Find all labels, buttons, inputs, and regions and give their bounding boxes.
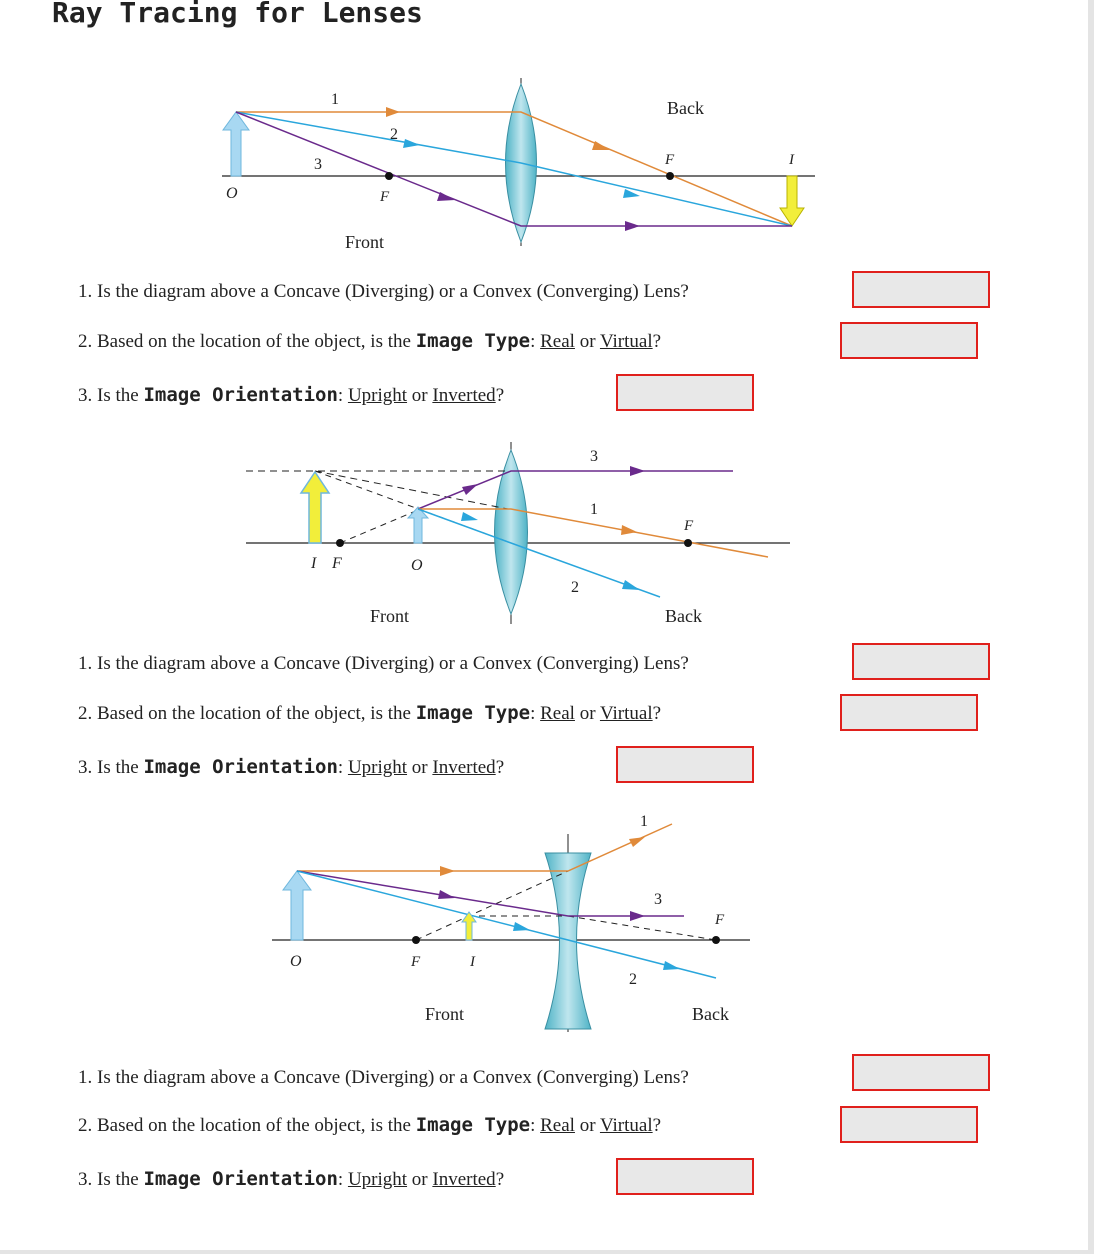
ray-3-label: 3 — [590, 448, 598, 465]
front-focal-label: F — [411, 954, 421, 970]
page-border-bottom — [0, 1250, 1094, 1254]
ray-3 — [297, 871, 684, 916]
virtual-ray-1 — [416, 871, 568, 940]
back-focal-label: F — [684, 518, 694, 534]
back-focal-label: F — [715, 912, 725, 928]
ray-2-label: 2 — [571, 579, 579, 596]
ray-2 — [297, 871, 716, 978]
ray-3-label: 3 — [314, 156, 322, 173]
question-2-image-type: 2. Based on the location of the object, is the Image Type: Real or Virtual? — [78, 702, 662, 724]
image-label: I — [311, 555, 317, 572]
back-label: Back — [667, 98, 704, 118]
virtual-ray-2 — [568, 916, 716, 940]
question-2-orientation: 3. Is the Image Orientation: Upright or Inverted? — [78, 756, 505, 778]
ray-3-label: 3 — [654, 891, 662, 908]
question-1-orientation: 3. Is the Image Orientation: Upright or Inverted? — [78, 384, 505, 406]
question-1-image-type: 2. Based on the location of the object, is the Image Type: Real or Virtual? — [78, 330, 662, 352]
answer-3-image-type[interactable] — [840, 1106, 978, 1143]
question-3-orientation: 3. Is the Image Orientation: Upright or Inverted? — [78, 1168, 505, 1190]
front-focal-point — [412, 936, 420, 944]
ray-2-arrowhead — [513, 922, 530, 931]
back-focal-point — [712, 936, 720, 944]
front-label: Front — [345, 232, 385, 252]
front-focal-label: F — [380, 189, 390, 205]
ray-1-label: 1 — [590, 501, 598, 518]
answer-3-orientation[interactable] — [616, 1158, 754, 1195]
front-focal-label: F — [332, 555, 342, 572]
back-focal-label: F — [665, 152, 675, 168]
object-label: O — [226, 185, 238, 202]
ray-1-label: 1 — [640, 813, 648, 830]
ray-1-arrowhead — [440, 866, 455, 876]
ray-2-label: 2 — [629, 971, 637, 988]
question-3-image-type: 2. Based on the location of the object, is the Image Type: Real or Virtual? — [78, 1114, 662, 1136]
image-label: I — [789, 152, 794, 168]
concave-lens — [545, 853, 591, 1029]
ray-1-label: 1 — [331, 91, 339, 108]
question-2-lens-type: 1. Is the diagram above a Concave (Diverging) or a Convex (Converging) Lens? — [78, 653, 689, 674]
object-label: O — [290, 953, 302, 970]
object-arrow — [283, 871, 311, 940]
back-label: Back — [665, 606, 702, 626]
ray-1-arrowhead-2 — [629, 837, 645, 847]
ray-2-label: 2 — [390, 126, 398, 143]
question-1-lens-type: 1. Is the diagram above a Concave (Diverging) or a Convex (Converging) Lens? — [78, 281, 689, 302]
image-label: I — [470, 954, 475, 970]
question-3-lens-type: 1. Is the diagram above a Concave (Diverging) or a Convex (Converging) Lens? — [78, 1067, 689, 1088]
object-label: O — [411, 557, 423, 574]
answer-3-lens-type[interactable] — [852, 1054, 990, 1091]
ray-3-arrowhead — [438, 890, 455, 899]
page-title: Ray Tracing for Lenses — [52, 0, 423, 29]
ray-2-arrowhead-2 — [663, 961, 680, 970]
front-label: Front — [425, 1004, 465, 1024]
front-label: Front — [370, 606, 410, 626]
ray-1 — [297, 824, 672, 871]
back-label: Back — [692, 1004, 729, 1024]
ray-3-arrowhead-2 — [630, 911, 645, 921]
